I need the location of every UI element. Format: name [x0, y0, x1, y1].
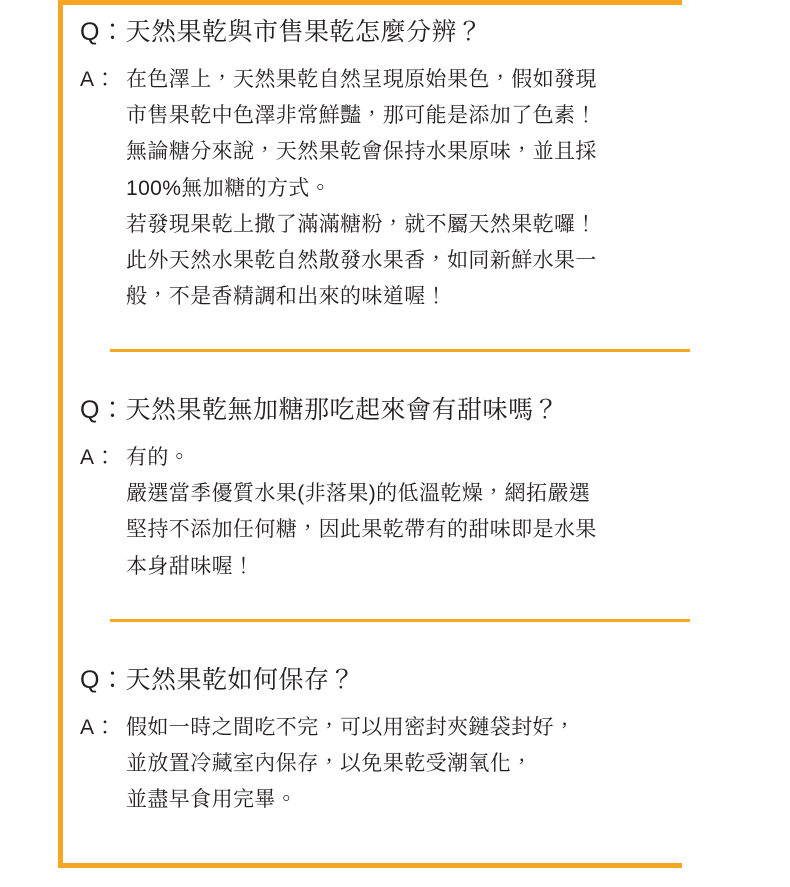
frame-top-gap [682, 0, 790, 8]
faq-answer-line: 並放置冷藏室內保存，以免果乾受潮氧化， [126, 752, 533, 776]
faq-answer-1 [80, 62, 720, 315]
faq-content [80, 14, 720, 818]
faq-item-2 [80, 392, 720, 585]
faq-answer-line: 堅持不添加任何糖，因此果乾帶有的甜味即是水果 [126, 518, 597, 542]
faq-answer-line: 若發現果乾上撒了滿滿糖粉，就不屬天然果乾囉！ [126, 212, 597, 236]
faq-answer-label-1: A： [80, 68, 117, 92]
faq-answer-label-2: A： [80, 446, 117, 470]
faq-answer-3 [80, 710, 720, 818]
faq-answer-body-1 [126, 62, 720, 315]
faq-answer-line: 無論糖分來說，天然果乾會保持水果原味，並且採 [126, 140, 597, 164]
faq-answer-line: 市售果乾中色澤非常鮮豔，那可能是添加了色素！ [126, 104, 597, 128]
faq-answer-line: 此外天然水果乾自然散發水果香，如同新鮮水果一 [126, 248, 597, 272]
faq-item-1 [80, 14, 720, 315]
faq-answer-line: 假如一時之間吃不完，可以用密封夾鏈袋封好， [126, 715, 576, 739]
faq-item-3 [80, 662, 720, 819]
section-divider [110, 619, 690, 622]
faq-answer-body-3 [126, 710, 720, 818]
faq-question-1: Q：天然果乾與市售果乾怎麼分辨？ [80, 18, 483, 46]
faq-answer-line: 在色澤上，天然果乾自然呈現原始果色，假如發現 [126, 68, 597, 92]
faq-question-2: Q：天然果乾無加糖那吃起來會有甜味嗎？ [80, 396, 559, 425]
faq-answer-line: 般，不是香精調和出來的味道喔！ [126, 284, 447, 308]
faq-answer-line: 有的。 [126, 446, 191, 470]
faq-question-3: Q：天然果乾如何保存？ [80, 665, 355, 694]
faq-answer-line: 100%無加糖的方式。 [126, 176, 332, 200]
faq-answer-label-3: A： [80, 715, 117, 739]
faq-answer-line: 並盡早食用完畢。 [126, 788, 298, 812]
frame-bottom-gap [682, 858, 790, 870]
faq-answer-line: 本身甜味喔！ [126, 554, 255, 578]
faq-answer-body-2 [126, 440, 720, 584]
section-divider [110, 349, 690, 352]
faq-answer-line: 嚴選當季優質水果(非落果)的低溫乾燥，網拓嚴選 [126, 482, 591, 506]
faq-answer-2 [80, 440, 720, 584]
